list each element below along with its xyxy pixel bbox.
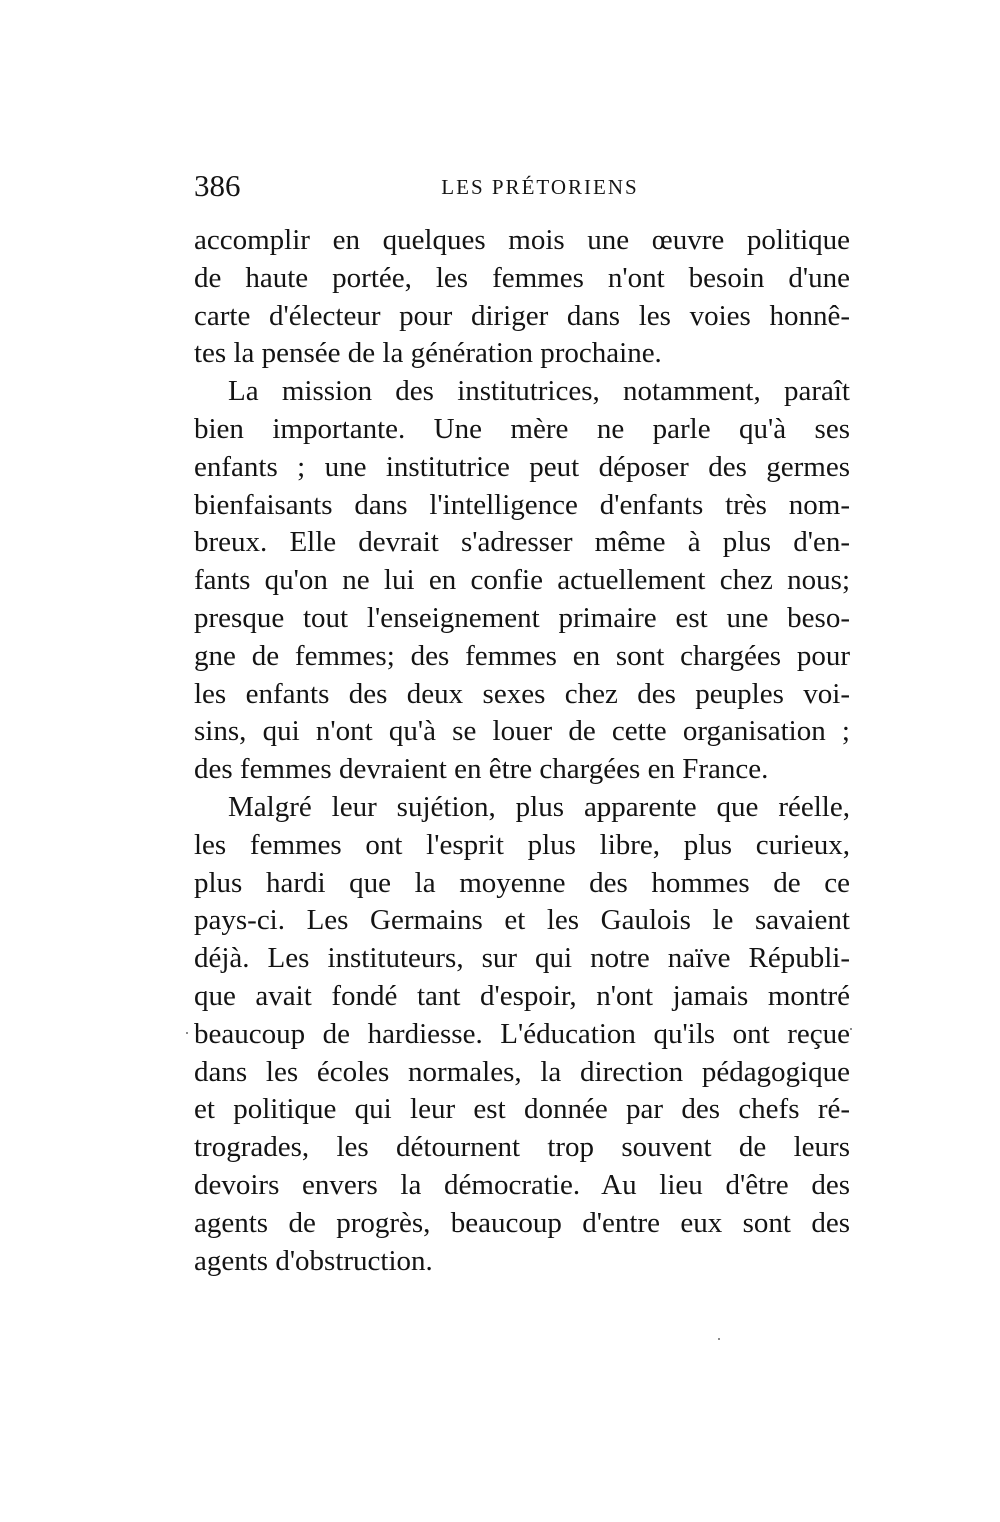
print-speck — [850, 1028, 852, 1030]
text-line: et politique qui leur est donnée par des chefs ré- — [194, 1093, 850, 1126]
text-line: carte d'électeur pour diriger dans les voies honnê- — [194, 299, 850, 332]
text-line: les femmes ont l'esprit plus libre, plus curieux, — [194, 828, 850, 861]
paragraph-first-line: La mission des institutrices, notamment, paraît — [228, 375, 850, 408]
text-line: tes la pensée de la génération prochaine. — [194, 337, 662, 370]
text-line: plus hardi que la moyenne des hommes de ce — [194, 866, 850, 899]
print-speck — [718, 1338, 720, 1340]
paragraph-first-line: Malgré leur sujétion, plus apparente que réelle, — [228, 790, 850, 823]
body-text — [194, 222, 850, 1280]
text-line: beaucoup de hardiesse. L'éducation qu'ils ont reçue — [194, 1017, 850, 1050]
running-head — [194, 166, 850, 206]
text-line: bien importante. Une mère ne parle qu'à ses — [194, 412, 850, 445]
text-line: agents d'obstruction. — [194, 1244, 433, 1277]
running-title: LES PRÉTORIENS — [441, 175, 639, 199]
text-line: gne de femmes; des femmes en sont chargées pour — [194, 639, 850, 672]
text-line: les enfants des deux sexes chez des peuples voi- — [194, 677, 850, 710]
text-line: dans les écoles normales, la direction pédagogique — [194, 1055, 850, 1088]
text-line: presque tout l'enseignement primaire est une beso- — [194, 601, 850, 634]
text-line: des femmes devraient en être chargées en France. — [194, 753, 769, 786]
text-line: trogrades, les détournent trop souvent de leurs — [194, 1131, 850, 1164]
text-line: pays-ci. Les Germains et les Gaulois le savaient — [194, 904, 850, 937]
text-line: agents de progrès, beaucoup d'entre eux sont des — [194, 1206, 850, 1239]
print-speck — [186, 1032, 188, 1034]
text-line: que avait fondé tant d'espoir, n'ont jamais montré — [194, 979, 850, 1012]
text-line: fants qu'on ne lui en confie actuellement chez nous; — [194, 564, 850, 597]
text-line: devoirs envers la démocratie. Au lieu d'être des — [194, 1168, 850, 1201]
text-line: sins, qui n'ont qu'à se louer de cette organisation ; — [194, 715, 850, 748]
text-line: enfants ; une institutrice peut déposer des germes — [194, 450, 850, 483]
page-number: 386 — [194, 168, 241, 203]
text-line: déjà. Les instituteurs, sur qui notre naïve Républi- — [194, 942, 850, 975]
text-line: accomplir en quelques mois une œuvre politique — [194, 224, 850, 256]
text-line: bienfaisants dans l'intelligence d'enfants très nom- — [194, 488, 850, 521]
text-line: breux. Elle devrait s'adresser même à plus d'en- — [194, 526, 850, 559]
text-line: de haute portée, les femmes n'ont besoin d'une — [194, 261, 850, 294]
